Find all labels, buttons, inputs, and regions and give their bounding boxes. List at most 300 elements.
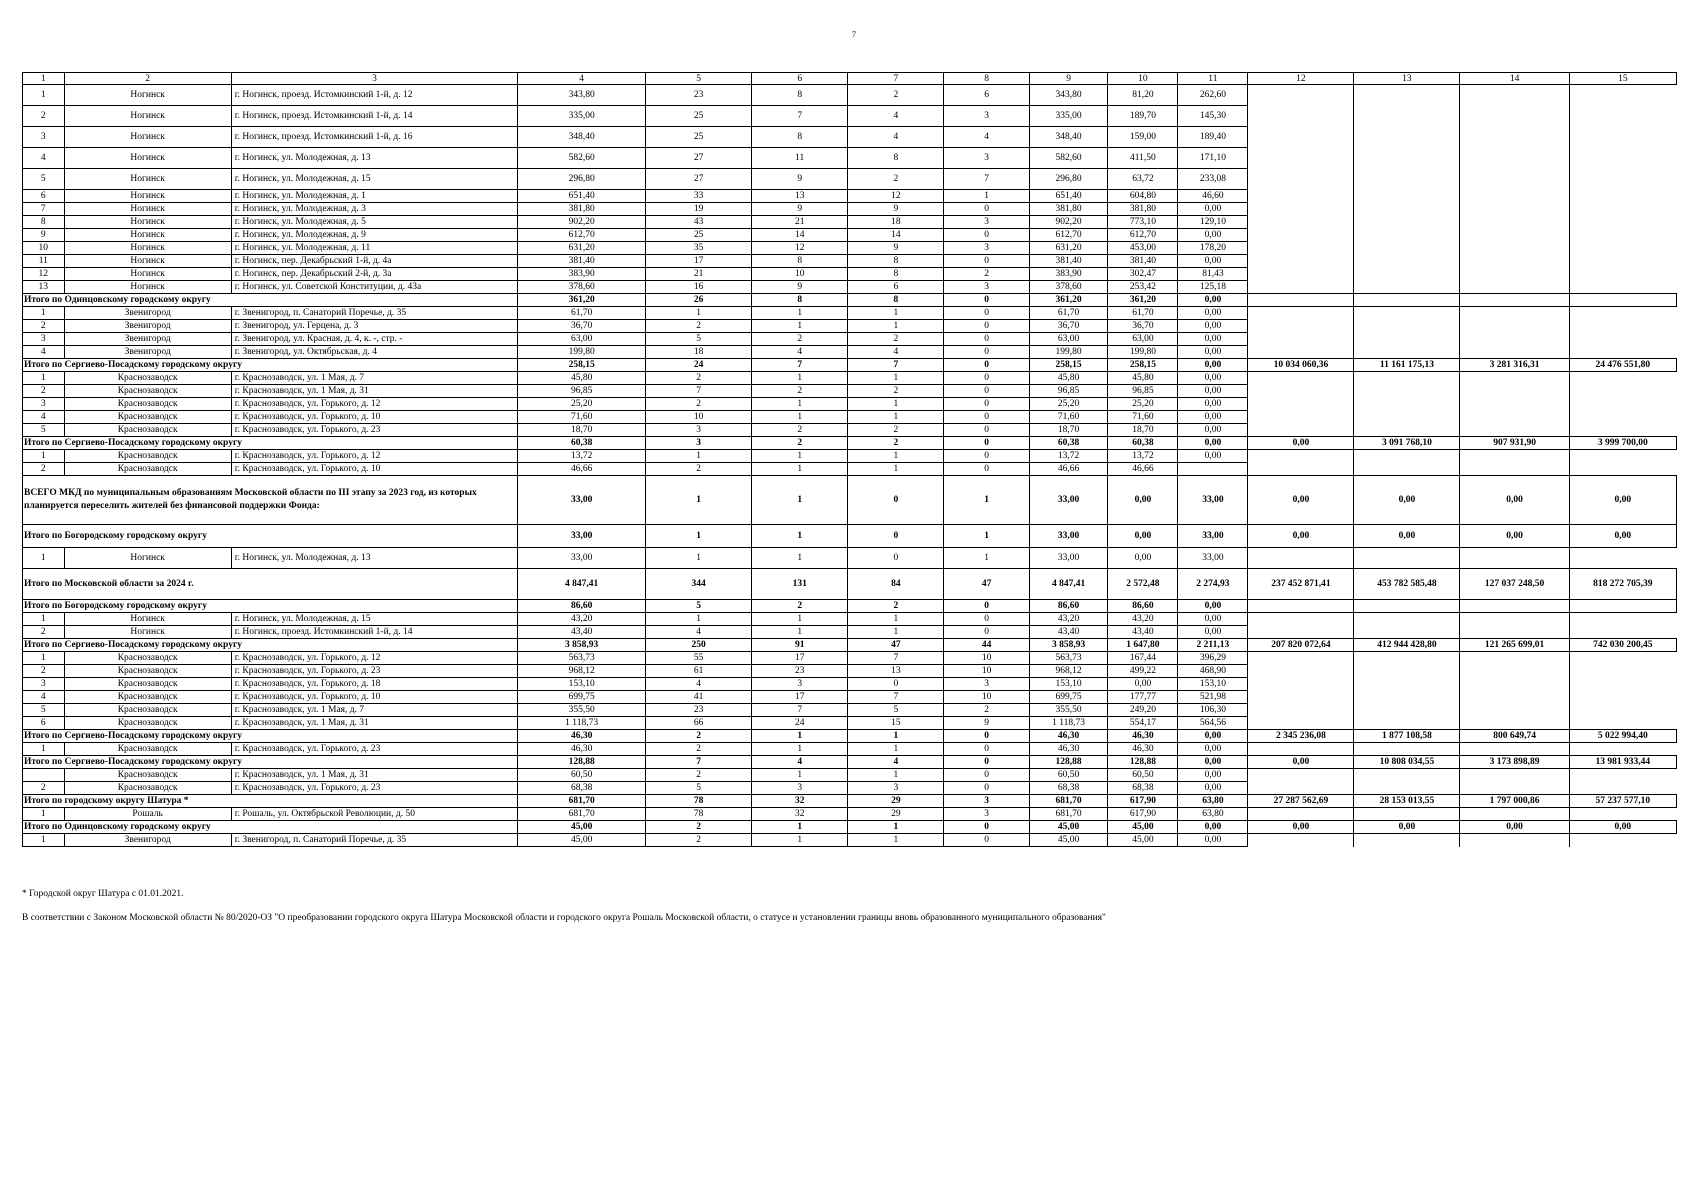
subtotal-value: 131: [752, 569, 848, 600]
subtotal-value: 32: [752, 795, 848, 808]
row-index: 11: [23, 255, 65, 268]
column-number: 2: [64, 73, 231, 85]
empty-cell: [1354, 281, 1460, 294]
subtotal-value: 0,00: [1354, 476, 1460, 525]
subtotal-value: 10 034 060,36: [1248, 359, 1354, 372]
empty-cell: [1569, 678, 1676, 691]
address: г. Краснозаводск, ул. Горького, д. 18: [231, 678, 517, 691]
residents: 25: [646, 106, 752, 127]
empty-cell: [1460, 372, 1569, 385]
subtotal-label: Итого по Одинцовскому городскому округу: [23, 821, 518, 834]
empty-cell: [1569, 190, 1676, 203]
area-municipal: 189,40: [1178, 127, 1248, 148]
subtotal-row: [23, 821, 1677, 834]
residents: 3: [646, 424, 752, 437]
area-private: 68,38: [1108, 782, 1178, 795]
municipal-apartments: 1: [944, 190, 1029, 203]
column-number: 9: [1029, 73, 1108, 85]
subtotal-value: 250: [646, 639, 752, 652]
residents: 7: [646, 385, 752, 398]
empty-cell: [1460, 169, 1569, 190]
empty-cell: [1248, 398, 1354, 411]
area-municipal: 125,18: [1178, 281, 1248, 294]
row-index: 4: [23, 691, 65, 704]
address: г. Рошаль, ул. Октябрьской Революции, д. 50: [231, 808, 517, 821]
area-to-resettle: 612,70: [1029, 229, 1108, 242]
address: г. Краснозаводск, ул. Горького, д. 12: [231, 450, 517, 463]
subtotal-value: 24 476 551,80: [1569, 359, 1676, 372]
address: г. Краснозаводск, ул. 1 Мая, д. 7: [231, 704, 517, 717]
residents: 23: [646, 704, 752, 717]
settlement: Краснозаводск: [64, 450, 231, 463]
apartments: 10: [752, 268, 848, 281]
address: г. Ногинск, ул. Молодежная, д. 3: [231, 203, 517, 216]
municipal-apartments: 10: [944, 665, 1029, 678]
empty-cell: [1569, 372, 1676, 385]
municipal-apartments: 0: [944, 320, 1029, 333]
subtotal-value: 7: [752, 359, 848, 372]
empty-cell: [1460, 203, 1569, 216]
empty-cell: [1248, 704, 1354, 717]
subtotal-value: 2 211,13: [1178, 639, 1248, 652]
area-to-resettle: 25,20: [1029, 398, 1108, 411]
subtotal-value: 0: [848, 525, 944, 548]
subtotal-value: 46,30: [518, 730, 646, 743]
total-area: 383,90: [518, 268, 646, 281]
apartments: 21: [752, 216, 848, 229]
row-index: 1: [23, 743, 65, 756]
total-area: 25,20: [518, 398, 646, 411]
residents: 2: [646, 372, 752, 385]
subtotal-value: 2 345 236,08: [1248, 730, 1354, 743]
area-municipal: 0,00: [1178, 450, 1248, 463]
area-to-resettle: 381,40: [1029, 255, 1108, 268]
subtotal-value: 3: [944, 795, 1029, 808]
private-apartments: 13: [848, 665, 944, 678]
empty-cell: [1460, 834, 1569, 847]
settlement: Ногинск: [64, 255, 231, 268]
area-municipal: 178,20: [1178, 242, 1248, 255]
table-row: [23, 333, 1677, 346]
address: г. Звенигород, п. Санаторий Поречье, д. 35: [231, 307, 517, 320]
municipal-apartments: 3: [944, 281, 1029, 294]
private-apartments: 2: [848, 169, 944, 190]
empty-cell: [1460, 106, 1569, 127]
apartments: 3: [752, 782, 848, 795]
residents: 21: [646, 268, 752, 281]
area-municipal: 0,00: [1178, 626, 1248, 639]
empty-cell: [1569, 808, 1676, 821]
apartments: 4: [752, 346, 848, 359]
address: г. Ногинск, проезд. Истомкинский 1-й, д. 14: [231, 106, 517, 127]
column-number: 8: [944, 73, 1029, 85]
empty-cell: [1569, 85, 1676, 106]
settlement: Ногинск: [64, 548, 231, 569]
table-row: [23, 463, 1677, 476]
subtotal-row: [23, 756, 1677, 769]
total-area: 381,40: [518, 255, 646, 268]
municipal-apartments: 10: [944, 652, 1029, 665]
area-municipal: 0,00: [1178, 769, 1248, 782]
empty-cell: [1569, 346, 1676, 359]
subtotal-value: 46,30: [1029, 730, 1108, 743]
table-row: [23, 834, 1677, 847]
table-row: [23, 320, 1677, 333]
row-index: 12: [23, 268, 65, 281]
table-row: [23, 127, 1677, 148]
area-to-resettle: 383,90: [1029, 268, 1108, 281]
subtotal-value: 3 858,93: [518, 639, 646, 652]
subtotal-row: [23, 476, 1677, 525]
empty-cell: [1460, 333, 1569, 346]
empty-cell: [1569, 255, 1676, 268]
empty-cell: [1569, 652, 1676, 665]
municipal-apartments: 2: [944, 704, 1029, 717]
address: г. Краснозаводск, ул. Горького, д. 23: [231, 782, 517, 795]
row-index: 2: [23, 463, 65, 476]
residents: 55: [646, 652, 752, 665]
empty-cell: [1460, 704, 1569, 717]
private-apartments: 1: [848, 613, 944, 626]
subtotal-value: [1569, 600, 1676, 613]
subtotal-value: [1569, 294, 1676, 307]
total-area: 61,70: [518, 307, 646, 320]
subtotal-value: 2 572,48: [1108, 569, 1178, 600]
empty-cell: [1460, 307, 1569, 320]
subtotal-value: 4 847,41: [1029, 569, 1108, 600]
empty-cell: [1354, 548, 1460, 569]
empty-cell: [1354, 203, 1460, 216]
column-number: 13: [1354, 73, 1460, 85]
address: г. Ногинск, проезд. Истомкинский 1-й, д. 16: [231, 127, 517, 148]
area-private: 63,00: [1108, 333, 1178, 346]
private-apartments: 1: [848, 463, 944, 476]
settlement: Краснозаводск: [64, 652, 231, 665]
empty-cell: [1354, 704, 1460, 717]
private-apartments: 9: [848, 242, 944, 255]
private-apartments: 14: [848, 229, 944, 242]
table-row: [23, 85, 1677, 106]
area-private: 45,00: [1108, 834, 1178, 847]
address: г. Звенигород, ул. Герцена, д. 3: [231, 320, 517, 333]
private-apartments: 2: [848, 385, 944, 398]
subtotal-label: Итого по Сергиево-Посадскому городскому округу: [23, 359, 518, 372]
municipal-apartments: 3: [944, 678, 1029, 691]
settlement: Краснозаводск: [64, 411, 231, 424]
empty-cell: [1460, 717, 1569, 730]
subtotal-value: 86,60: [518, 600, 646, 613]
subtotal-value: 0,00: [1178, 730, 1248, 743]
table-row: [23, 307, 1677, 320]
municipal-apartments: 0: [944, 346, 1029, 359]
row-index: 2: [23, 106, 65, 127]
table-row: [23, 548, 1677, 569]
row-index: 1: [23, 85, 65, 106]
subtotal-value: 0,00: [1248, 476, 1354, 525]
table-row: [23, 769, 1677, 782]
area-municipal: 0,00: [1178, 743, 1248, 756]
settlement: Краснозаводск: [64, 782, 231, 795]
subtotal-label: Итого по городскому округу Шатура *: [23, 795, 518, 808]
row-index: 3: [23, 678, 65, 691]
area-municipal: 0,00: [1178, 411, 1248, 424]
subtotal-row: [23, 437, 1677, 450]
area-private: 46,66: [1108, 463, 1178, 476]
address: г. Звенигород, ул. Красная, д. 4, к. -, стр. -: [231, 333, 517, 346]
area-private: 617,90: [1108, 808, 1178, 821]
settlement: Краснозаводск: [64, 769, 231, 782]
municipal-apartments: 3: [944, 216, 1029, 229]
address: г. Ногинск, ул. Молодежная, д. 9: [231, 229, 517, 242]
subtotal-value: 453 782 585,48: [1354, 569, 1460, 600]
private-apartments: 2: [848, 85, 944, 106]
area-to-resettle: 43,40: [1029, 626, 1108, 639]
subtotal-value: 46,30: [1108, 730, 1178, 743]
residents: 17: [646, 255, 752, 268]
area-municipal: 0,00: [1178, 372, 1248, 385]
area-municipal: 396,29: [1178, 652, 1248, 665]
empty-cell: [1354, 691, 1460, 704]
empty-cell: [1460, 320, 1569, 333]
area-municipal: 0,00: [1178, 229, 1248, 242]
table-row: [23, 424, 1677, 437]
municipal-apartments: 2: [944, 268, 1029, 281]
subtotal-value: 258,15: [518, 359, 646, 372]
table-row: [23, 717, 1677, 730]
area-private: 61,70: [1108, 307, 1178, 320]
empty-cell: [1248, 665, 1354, 678]
subtotal-value: [1460, 600, 1569, 613]
area-to-resettle: 96,85: [1029, 385, 1108, 398]
apartments: 1: [752, 320, 848, 333]
empty-cell: [1248, 652, 1354, 665]
subtotal-value: 24: [646, 359, 752, 372]
subtotal-value: 33,00: [1178, 476, 1248, 525]
empty-cell: [1248, 346, 1354, 359]
empty-cell: [1354, 652, 1460, 665]
apartments: 7: [752, 106, 848, 127]
law-note: В соответствии с Законом Московской области № 80/2020-ОЗ "О преобразовании городского округа Шатура Московской области и городского округа Рошаль Московской области, о статусе и установлении границы вновь образованного муниципального образования": [22, 913, 1106, 923]
residents: 18: [646, 346, 752, 359]
subtotal-value: 1 647,80: [1108, 639, 1178, 652]
empty-cell: [1569, 320, 1676, 333]
empty-cell: [1248, 769, 1354, 782]
area-to-resettle: 902,20: [1029, 216, 1108, 229]
address: г. Краснозаводск, ул. Горького, д. 10: [231, 411, 517, 424]
table-row: [23, 372, 1677, 385]
settlement: Звенигород: [64, 307, 231, 320]
private-apartments: 8: [848, 148, 944, 169]
subtotal-value: 8: [752, 294, 848, 307]
subtotal-value: 1: [752, 476, 848, 525]
subtotal-value: 1 877 108,58: [1354, 730, 1460, 743]
empty-cell: [1354, 346, 1460, 359]
area-to-resettle: 36,70: [1029, 320, 1108, 333]
residents: 16: [646, 281, 752, 294]
empty-cell: [1248, 85, 1354, 106]
settlement: Краснозаводск: [64, 463, 231, 476]
subtotal-value: 0,00: [1248, 756, 1354, 769]
apartments: 11: [752, 148, 848, 169]
area-private: 773,10: [1108, 216, 1178, 229]
empty-cell: [1354, 398, 1460, 411]
subtotal-value: [1460, 294, 1569, 307]
area-private: 302,47: [1108, 268, 1178, 281]
area-municipal: 0,00: [1178, 424, 1248, 437]
empty-cell: [1248, 450, 1354, 463]
area-to-resettle: 45,00: [1029, 834, 1108, 847]
total-area: 651,40: [518, 190, 646, 203]
table-row: [23, 782, 1677, 795]
area-to-resettle: 968,12: [1029, 665, 1108, 678]
empty-cell: [1248, 216, 1354, 229]
empty-cell: [1460, 678, 1569, 691]
subtotal-value: 0: [944, 294, 1029, 307]
area-private: 71,60: [1108, 411, 1178, 424]
settlement: Ногинск: [64, 216, 231, 229]
subtotal-value: 2: [848, 437, 944, 450]
row-index: 6: [23, 190, 65, 203]
municipal-apartments: 0: [944, 450, 1029, 463]
empty-cell: [1569, 385, 1676, 398]
subtotal-value: 1: [752, 730, 848, 743]
residents: 5: [646, 333, 752, 346]
table-row: [23, 665, 1677, 678]
apartments: 14: [752, 229, 848, 242]
area-private: 25,20: [1108, 398, 1178, 411]
subtotal-value: 127 037 248,50: [1460, 569, 1569, 600]
row-index: 8: [23, 216, 65, 229]
address: г. Ногинск, ул. Молодежная, д. 15: [231, 169, 517, 190]
empty-cell: [1248, 808, 1354, 821]
row-index: 4: [23, 148, 65, 169]
address: г. Ногинск, пер. Декабрьский 2-й, д. 3а: [231, 268, 517, 281]
area-to-resettle: 355,50: [1029, 704, 1108, 717]
table-row: [23, 743, 1677, 756]
subtotal-value: 258,15: [1108, 359, 1178, 372]
empty-cell: [1569, 704, 1676, 717]
subtotal-value: 1: [848, 821, 944, 834]
apartments: 1: [752, 450, 848, 463]
residents: 78: [646, 808, 752, 821]
address: г. Краснозаводск, ул. 1 Мая, д. 31: [231, 385, 517, 398]
municipal-apartments: 9: [944, 717, 1029, 730]
column-number: 5: [646, 73, 752, 85]
empty-cell: [1248, 106, 1354, 127]
subtotal-value: 27 287 562,69: [1248, 795, 1354, 808]
empty-cell: [1248, 268, 1354, 281]
subtotal-value: 0: [944, 730, 1029, 743]
empty-cell: [1248, 190, 1354, 203]
area-municipal: 0,00: [1178, 398, 1248, 411]
table-row: [23, 808, 1677, 821]
empty-cell: [1460, 743, 1569, 756]
apartments: 1: [752, 372, 848, 385]
settlement: Краснозаводск: [64, 398, 231, 411]
area-to-resettle: 43,20: [1029, 613, 1108, 626]
empty-cell: [1354, 242, 1460, 255]
address: г. Ногинск, ул. Молодежная, д. 1: [231, 190, 517, 203]
footnote: * Городской округ Шатура с 01.01.2021.: [22, 889, 184, 899]
subtotal-value: 33,00: [1029, 525, 1108, 548]
subtotal-label: Итого по Богородскому городскому округу: [23, 600, 518, 613]
apartments: 2: [752, 385, 848, 398]
total-area: 46,66: [518, 463, 646, 476]
apartments: 3: [752, 678, 848, 691]
subtotal-value: 91: [752, 639, 848, 652]
settlement: Ногинск: [64, 169, 231, 190]
municipal-apartments: 0: [944, 307, 1029, 320]
empty-cell: [1569, 424, 1676, 437]
subtotal-value: 3: [646, 437, 752, 450]
table-row: [23, 169, 1677, 190]
table-row: [23, 255, 1677, 268]
apartments: 9: [752, 169, 848, 190]
private-apartments: 1: [848, 834, 944, 847]
residents: 25: [646, 229, 752, 242]
area-to-resettle: 343,80: [1029, 85, 1108, 106]
area-private: 612,70: [1108, 229, 1178, 242]
settlement: Ногинск: [64, 190, 231, 203]
private-apartments: 0: [848, 678, 944, 691]
subtotal-value: 0: [944, 821, 1029, 834]
total-area: 612,70: [518, 229, 646, 242]
subtotal-label: Итого по Одинцовскому городскому округу: [23, 294, 518, 307]
residents: 66: [646, 717, 752, 730]
residents: 2: [646, 398, 752, 411]
area-private: 43,40: [1108, 626, 1178, 639]
municipal-apartments: 0: [944, 333, 1029, 346]
area-municipal: 81,43: [1178, 268, 1248, 281]
empty-cell: [1354, 268, 1460, 281]
row-index: 3: [23, 127, 65, 148]
apartments: 1: [752, 743, 848, 756]
municipal-apartments: 3: [944, 808, 1029, 821]
empty-cell: [1248, 834, 1354, 847]
empty-cell: [1354, 229, 1460, 242]
municipal-apartments: 0: [944, 424, 1029, 437]
empty-cell: [1248, 229, 1354, 242]
total-area: 43,20: [518, 613, 646, 626]
settlement: Краснозаводск: [64, 678, 231, 691]
column-number: 10: [1108, 73, 1178, 85]
subtotal-value: 617,90: [1108, 795, 1178, 808]
municipal-apartments: 10: [944, 691, 1029, 704]
total-area: 378,60: [518, 281, 646, 294]
empty-cell: [1354, 148, 1460, 169]
residents: 2: [646, 320, 752, 333]
empty-cell: [1354, 411, 1460, 424]
residents: 5: [646, 782, 752, 795]
empty-cell: [1460, 411, 1569, 424]
area-private: 46,30: [1108, 743, 1178, 756]
address: г. Ногинск, ул. Молодежная, д. 13: [231, 548, 517, 569]
private-apartments: 1: [848, 398, 944, 411]
apartments: 1: [752, 463, 848, 476]
private-apartments: 4: [848, 106, 944, 127]
area-municipal: 145,30: [1178, 106, 1248, 127]
subtotal-label: Итого по Сергиево-Посадскому городскому округу: [23, 639, 518, 652]
empty-cell: [1569, 463, 1676, 476]
empty-cell: [1569, 169, 1676, 190]
area-to-resettle: 631,20: [1029, 242, 1108, 255]
settlement: Звенигород: [64, 320, 231, 333]
empty-cell: [1569, 106, 1676, 127]
area-municipal: 63,80: [1178, 808, 1248, 821]
total-area: 343,80: [518, 85, 646, 106]
total-area: 96,85: [518, 385, 646, 398]
area-municipal: 0,00: [1178, 333, 1248, 346]
